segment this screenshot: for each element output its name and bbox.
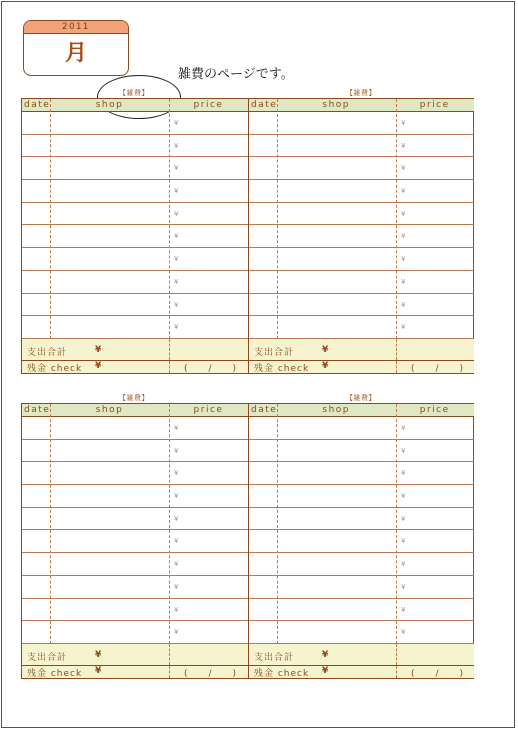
total-row[interactable]: [249, 644, 474, 666]
yen-mark: ¥: [174, 582, 179, 591]
ledger-row[interactable]: [22, 599, 248, 622]
yen-mark: ¥: [174, 628, 179, 637]
total-label: 支出合計: [254, 348, 295, 358]
ledger-row[interactable]: [249, 203, 474, 226]
shop-column-header: shop: [322, 405, 351, 415]
yen-mark: ¥: [401, 187, 406, 196]
yen-mark: ¥: [174, 492, 179, 501]
ledger-row[interactable]: [22, 294, 248, 317]
ledger-table: [21, 98, 474, 374]
yen-mark: ¥: [174, 164, 179, 173]
total-label: 支出合計: [27, 348, 68, 358]
ledger-row[interactable]: [22, 508, 248, 531]
ledger-row[interactable]: [22, 271, 248, 294]
yen-mark: ¥: [401, 514, 406, 523]
column-divider: [50, 404, 51, 644]
balance-label: 残金 check: [27, 669, 83, 679]
column-divider: [169, 361, 170, 373]
column-divider: [169, 404, 170, 644]
ledger-row[interactable]: [22, 203, 248, 226]
column-divider: [396, 404, 397, 644]
shop-column-header: shop: [322, 100, 351, 110]
ledger-row[interactable]: [22, 553, 248, 576]
total-yen-mark: ¥: [322, 345, 329, 355]
ledger-row[interactable]: [249, 530, 474, 553]
column-divider: [396, 339, 397, 360]
total-yen-mark: ¥: [95, 345, 102, 355]
column-divider: [396, 99, 397, 339]
yen-mark: ¥: [401, 277, 406, 286]
yen-mark: ¥: [174, 323, 179, 332]
yen-mark: ¥: [174, 209, 179, 218]
year-label: 2011: [24, 21, 128, 34]
ledger-row[interactable]: [22, 157, 248, 180]
total-yen-mark: ¥: [95, 650, 102, 660]
price-column-header: price: [193, 405, 224, 415]
ledger-block: [22, 99, 248, 373]
total-label: 支出合計: [27, 653, 68, 663]
check-date-slot[interactable]: ( / ): [411, 364, 470, 374]
column-header-row: [22, 404, 248, 417]
column-header-row: [22, 99, 248, 112]
ledger-row[interactable]: [249, 271, 474, 294]
yen-mark: ¥: [401, 424, 406, 432]
ledger-row[interactable]: [22, 440, 248, 463]
block-caption: 【雑費】: [346, 89, 376, 97]
yen-mark: ¥: [174, 537, 179, 546]
date-column-header: date: [251, 100, 278, 110]
price-column-header: price: [419, 405, 450, 415]
yen-mark: ¥: [174, 300, 179, 309]
column-divider: [50, 99, 51, 339]
yen-mark: ¥: [401, 469, 406, 478]
ledger-row[interactable]: [22, 112, 248, 135]
date-column-header: date: [24, 405, 51, 415]
ledger-row[interactable]: [249, 576, 474, 599]
column-header-row: [249, 404, 474, 417]
ledger-row[interactable]: [22, 248, 248, 271]
column-header-row: [249, 99, 474, 112]
column-divider: [169, 99, 170, 339]
block-caption: 【雑費】: [119, 394, 149, 402]
ledger-table: [21, 403, 474, 679]
yen-mark: ¥: [174, 187, 179, 196]
column-divider: [169, 339, 170, 360]
column-divider: [277, 404, 278, 644]
ledger-row[interactable]: [249, 135, 474, 158]
ledger-row[interactable]: [249, 157, 474, 180]
ledger-row[interactable]: [249, 485, 474, 508]
yen-mark: ¥: [174, 560, 179, 569]
yen-mark: ¥: [401, 560, 406, 569]
yen-mark: ¥: [401, 232, 406, 241]
ledger-block: [248, 404, 474, 678]
total-label: 支出合計: [254, 653, 295, 663]
ledger-row[interactable]: [249, 180, 474, 203]
ledger-row[interactable]: [22, 225, 248, 248]
total-row[interactable]: [249, 339, 474, 361]
check-date-slot[interactable]: ( / ): [411, 669, 470, 679]
balance-label: 残金 check: [254, 669, 310, 679]
total-yen-mark: ¥: [322, 650, 329, 660]
balance-check-row[interactable]: [22, 361, 248, 373]
yen-mark: ¥: [174, 424, 179, 432]
ledger-row[interactable]: [22, 180, 248, 203]
ledger-row[interactable]: [22, 417, 248, 440]
balance-yen-mark: ¥: [95, 361, 102, 371]
ledger-block: [22, 404, 248, 678]
shop-column-header: shop: [95, 100, 124, 110]
ledger-row[interactable]: [249, 599, 474, 622]
ledger-row[interactable]: [22, 530, 248, 553]
ledger-row[interactable]: [249, 294, 474, 317]
balance-label: 残金 check: [254, 364, 310, 374]
balance-label: 残金 check: [27, 364, 83, 374]
balance-check-row[interactable]: [249, 361, 474, 373]
yen-mark: ¥: [401, 300, 406, 309]
ledger-row[interactable]: [249, 508, 474, 531]
block-caption: 【雑費】: [346, 394, 376, 402]
check-date-slot[interactable]: ( / ): [184, 364, 243, 374]
yen-mark: ¥: [174, 446, 179, 455]
balance-yen-mark: ¥: [95, 666, 102, 676]
ledger-row[interactable]: [22, 621, 248, 644]
yen-mark: ¥: [174, 255, 179, 264]
price-column-header: price: [419, 100, 450, 110]
column-divider: [396, 666, 397, 678]
yen-mark: ¥: [401, 323, 406, 332]
ledger-row[interactable]: [249, 621, 474, 644]
yen-mark: ¥: [401, 582, 406, 591]
yen-mark: ¥: [401, 628, 406, 637]
page-note: 雑費のページです。: [178, 67, 294, 82]
ledger-row[interactable]: [249, 316, 474, 339]
ledger-row[interactable]: [22, 316, 248, 339]
ledger-row[interactable]: [249, 462, 474, 485]
ledger-row[interactable]: [249, 417, 474, 440]
ledger-row[interactable]: [22, 485, 248, 508]
yen-mark: ¥: [174, 232, 179, 241]
ledger-block: [248, 99, 474, 373]
yen-mark: ¥: [174, 119, 179, 127]
total-row[interactable]: [22, 644, 248, 666]
total-row[interactable]: [22, 339, 248, 361]
yen-mark: ¥: [401, 164, 406, 173]
yen-mark: ¥: [401, 141, 406, 150]
balance-yen-mark: ¥: [322, 666, 329, 676]
date-column-header: date: [251, 405, 278, 415]
column-divider: [169, 644, 170, 665]
yen-mark: ¥: [401, 255, 406, 264]
yen-mark: ¥: [174, 277, 179, 286]
column-divider: [277, 99, 278, 339]
balance-check-row[interactable]: [22, 666, 248, 678]
block-caption: 【雑費】: [119, 89, 149, 97]
shop-column-header: shop: [95, 405, 124, 415]
yen-mark: ¥: [401, 492, 406, 501]
column-divider: [396, 644, 397, 665]
balance-check-row[interactable]: [249, 666, 474, 678]
yen-mark: ¥: [174, 605, 179, 614]
ledger-row[interactable]: [249, 440, 474, 463]
ledger-row[interactable]: [249, 248, 474, 271]
date-column-header: date: [24, 100, 51, 110]
yen-mark: ¥: [174, 141, 179, 150]
ledger-row[interactable]: [249, 553, 474, 576]
ledger-row[interactable]: [22, 135, 248, 158]
yen-mark: ¥: [401, 209, 406, 218]
yen-mark: ¥: [401, 537, 406, 546]
yen-mark: ¥: [401, 119, 406, 127]
month-label: 月: [64, 41, 87, 66]
yen-mark: ¥: [401, 446, 406, 455]
month-tab: [23, 20, 129, 76]
price-column-header: price: [193, 100, 224, 110]
ledger-row[interactable]: [249, 225, 474, 248]
ledger-row[interactable]: [22, 576, 248, 599]
check-date-slot[interactable]: ( / ): [184, 669, 243, 679]
column-divider: [396, 361, 397, 373]
yen-mark: ¥: [401, 605, 406, 614]
yen-mark: ¥: [174, 469, 179, 478]
column-divider: [169, 666, 170, 678]
balance-yen-mark: ¥: [322, 361, 329, 371]
ledger-row[interactable]: [249, 112, 474, 135]
yen-mark: ¥: [174, 514, 179, 523]
ledger-row[interactable]: [22, 462, 248, 485]
